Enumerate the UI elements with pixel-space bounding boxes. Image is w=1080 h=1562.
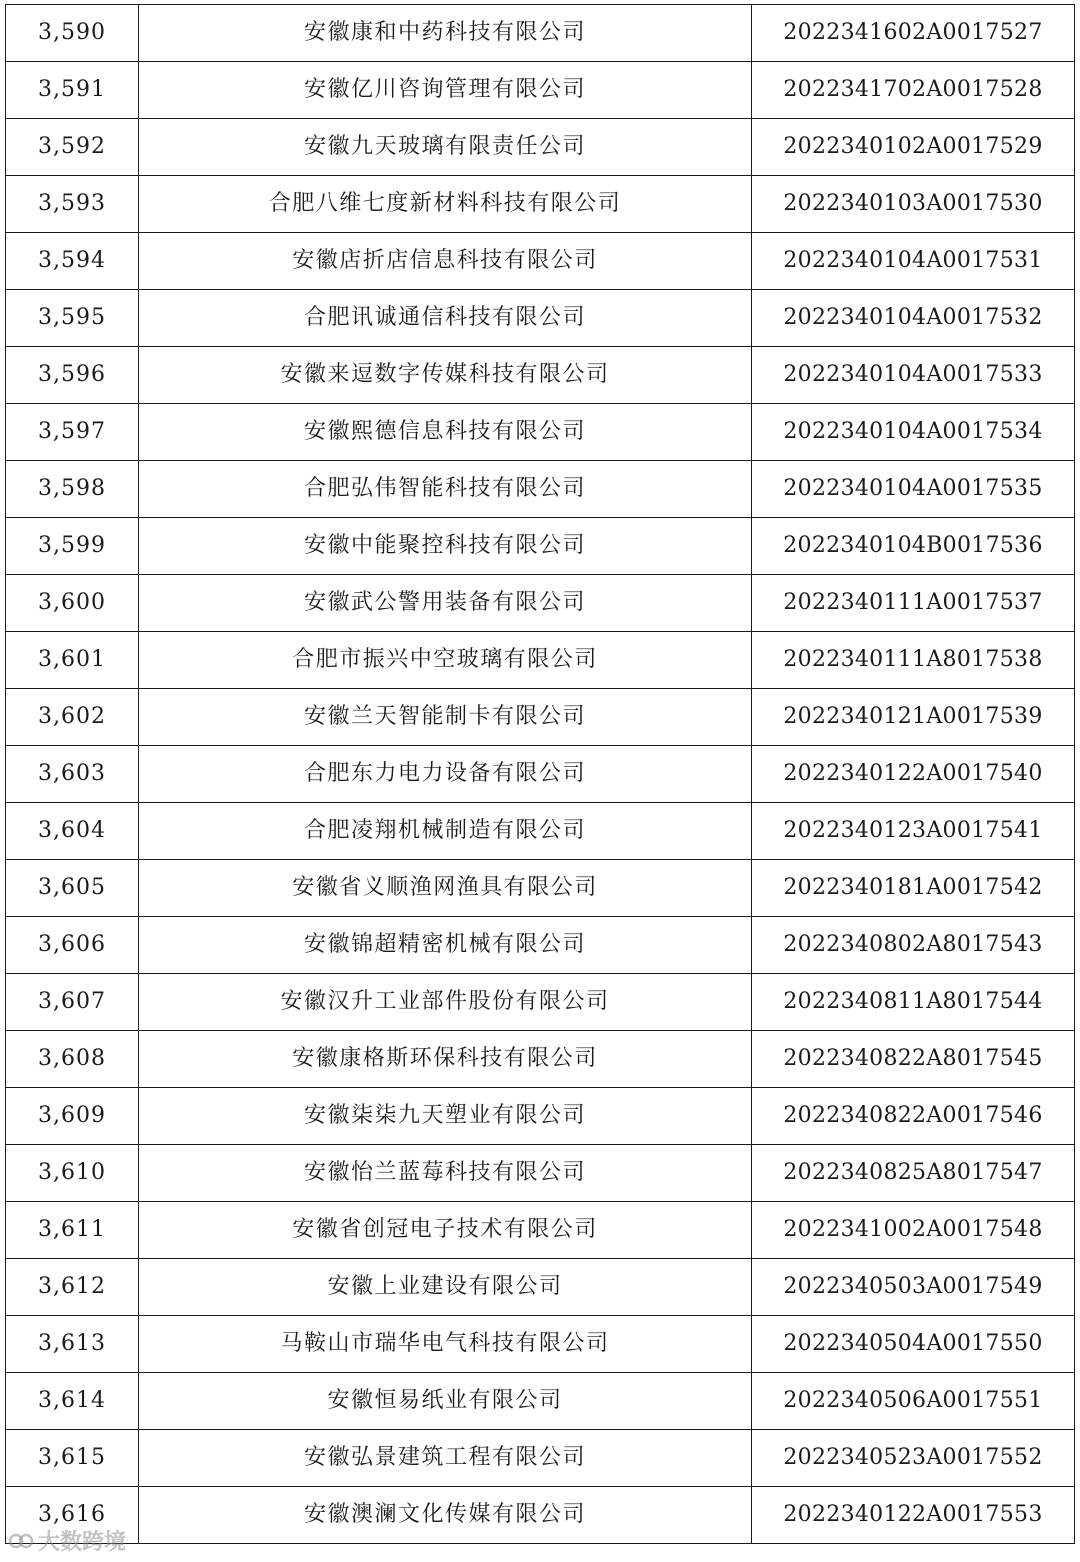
- company-name-cell: 合肥弘伟智能科技有限公司: [139, 461, 752, 518]
- table-row: [6, 290, 1075, 347]
- registration-code-cell: 2022340111A8017538: [752, 632, 1075, 689]
- company-name-cell: 安徽省义顺渔网渔具有限公司: [139, 860, 752, 917]
- company-name-cell: 安徽店折店信息科技有限公司: [139, 233, 752, 290]
- watermark-text: 大数跨境: [38, 1530, 127, 1555]
- row-number-cell: 3,604: [6, 803, 139, 860]
- registration-code-cell: 2022340104A0017533: [752, 347, 1075, 404]
- table-row: [6, 1373, 1075, 1430]
- row-number-cell: 3,594: [6, 233, 139, 290]
- row-number-cell: 3,614: [6, 1373, 139, 1430]
- registration-code-cell: 2022341702A0017528: [752, 62, 1075, 119]
- table-row: [6, 62, 1075, 119]
- table-row: [6, 5, 1075, 62]
- table-row: [6, 1031, 1075, 1088]
- company-name-cell: 合肥八维七度新材料科技有限公司: [139, 176, 752, 233]
- company-name-cell: 安徽康和中药科技有限公司: [139, 5, 752, 62]
- registration-code-cell: 2022340104A0017531: [752, 233, 1075, 290]
- registration-code-cell: 2022340181A0017542: [752, 860, 1075, 917]
- table-row: [6, 575, 1075, 632]
- row-number-cell: 3,593: [6, 176, 139, 233]
- row-number-cell: 3,616: [6, 1487, 139, 1544]
- row-number-cell: 3,590: [6, 5, 139, 62]
- row-number-cell: 3,600: [6, 575, 139, 632]
- registration-code-cell: 2022340104A0017535: [752, 461, 1075, 518]
- table-row: [6, 689, 1075, 746]
- registration-code-cell: 2022340504A0017550: [752, 1316, 1075, 1373]
- registration-code-cell: 2022340122A0017553: [752, 1487, 1075, 1544]
- table-row: [6, 974, 1075, 1031]
- table-row: [6, 347, 1075, 404]
- table-row: [6, 803, 1075, 860]
- table-row: [6, 860, 1075, 917]
- row-number-cell: 3,598: [6, 461, 139, 518]
- table-row: [6, 746, 1075, 803]
- table-row: [6, 1202, 1075, 1259]
- registration-code-cell: 2022340111A0017537: [752, 575, 1075, 632]
- table-row: [6, 1316, 1075, 1373]
- company-name-cell: 合肥凌翔机械制造有限公司: [139, 803, 752, 860]
- company-name-cell: 安徽上业建设有限公司: [139, 1259, 752, 1316]
- row-number-cell: 3,606: [6, 917, 139, 974]
- row-number-cell: 3,610: [6, 1145, 139, 1202]
- company-name-cell: 安徽柒柒九天塑业有限公司: [139, 1088, 752, 1145]
- company-name-cell: 合肥东力电力设备有限公司: [139, 746, 752, 803]
- company-name-cell: 安徽康格斯环保科技有限公司: [139, 1031, 752, 1088]
- company-name-cell: 安徽来逗数字传媒科技有限公司: [139, 347, 752, 404]
- row-number-cell: 3,595: [6, 290, 139, 347]
- registration-code-cell: 2022340523A0017552: [752, 1430, 1075, 1487]
- row-number-cell: 3,607: [6, 974, 139, 1031]
- table-row: [6, 917, 1075, 974]
- company-name-cell: 安徽弘景建筑工程有限公司: [139, 1430, 752, 1487]
- company-name-cell: 安徽锦超精密机械有限公司: [139, 917, 752, 974]
- company-name-cell: 安徽汉升工业部件股份有限公司: [139, 974, 752, 1031]
- row-number-cell: 3,605: [6, 860, 139, 917]
- registration-code-cell: 2022340822A0017546: [752, 1088, 1075, 1145]
- table-row: [6, 632, 1075, 689]
- table-body: [6, 5, 1075, 1544]
- row-number-cell: 3,596: [6, 347, 139, 404]
- row-number-cell: 3,591: [6, 62, 139, 119]
- row-number-cell: 3,602: [6, 689, 139, 746]
- company-name-cell: 安徽澳澜文化传媒有限公司: [139, 1487, 752, 1544]
- registration-code-cell: 2022340822A8017545: [752, 1031, 1075, 1088]
- company-name-cell: 合肥市振兴中空玻璃有限公司: [139, 632, 752, 689]
- registration-code-cell: 2022340104B0017536: [752, 518, 1075, 575]
- table-row: [6, 1259, 1075, 1316]
- company-name-cell: 安徽恒易纸业有限公司: [139, 1373, 752, 1430]
- company-name-cell: 合肥讯诚通信科技有限公司: [139, 290, 752, 347]
- table-row: [6, 461, 1075, 518]
- registration-code-cell: 2022340825A8017547: [752, 1145, 1075, 1202]
- table-row: [6, 1430, 1075, 1487]
- registration-code-cell: 2022340103A0017530: [752, 176, 1075, 233]
- enterprise-registry-table: [5, 4, 1075, 1544]
- row-number-cell: 3,612: [6, 1259, 139, 1316]
- row-number-cell: 3,611: [6, 1202, 139, 1259]
- row-number-cell: 3,599: [6, 518, 139, 575]
- company-name-cell: 安徽武公警用装备有限公司: [139, 575, 752, 632]
- row-number-cell: 3,608: [6, 1031, 139, 1088]
- company-name-cell: 安徽兰天智能制卡有限公司: [139, 689, 752, 746]
- table-row: [6, 1088, 1075, 1145]
- table-row: [6, 1145, 1075, 1202]
- table-row: [6, 176, 1075, 233]
- registration-code-cell: 2022340802A8017543: [752, 917, 1075, 974]
- registration-code-cell: 2022340104A0017534: [752, 404, 1075, 461]
- table-row: [6, 1487, 1075, 1544]
- company-name-cell: 安徽熙德信息科技有限公司: [139, 404, 752, 461]
- table-row: [6, 404, 1075, 461]
- registration-code-cell: 2022340123A0017541: [752, 803, 1075, 860]
- row-number-cell: 3,592: [6, 119, 139, 176]
- company-name-cell: 安徽怡兰蓝莓科技有限公司: [139, 1145, 752, 1202]
- registration-code-cell: 2022340122A0017540: [752, 746, 1075, 803]
- table-row: [6, 119, 1075, 176]
- registration-code-cell: 2022340102A0017529: [752, 119, 1075, 176]
- registration-code-cell: 2022340104A0017532: [752, 290, 1075, 347]
- row-number-cell: 3,615: [6, 1430, 139, 1487]
- row-number-cell: 3,613: [6, 1316, 139, 1373]
- row-number-cell: 3,609: [6, 1088, 139, 1145]
- registration-code-cell: 2022340811A8017544: [752, 974, 1075, 1031]
- registration-code-cell: 2022340506A0017551: [752, 1373, 1075, 1430]
- company-name-cell: 安徽亿川咨询管理有限公司: [139, 62, 752, 119]
- company-name-cell: 安徽中能聚控科技有限公司: [139, 518, 752, 575]
- registration-code-cell: 2022341602A0017527: [752, 5, 1075, 62]
- company-name-cell: 马鞍山市瑞华电气科技有限公司: [139, 1316, 752, 1373]
- table-row: [6, 233, 1075, 290]
- company-name-cell: 安徽省创冠电子技术有限公司: [139, 1202, 752, 1259]
- registration-code-cell: 2022341002A0017548: [752, 1202, 1075, 1259]
- row-number-cell: 3,601: [6, 632, 139, 689]
- row-number-cell: 3,603: [6, 746, 139, 803]
- row-number-cell: 3,597: [6, 404, 139, 461]
- company-name-cell: 安徽九天玻璃有限责任公司: [139, 119, 752, 176]
- registration-code-cell: 2022340121A0017539: [752, 689, 1075, 746]
- registration-code-cell: 2022340503A0017549: [752, 1259, 1075, 1316]
- table-row: [6, 518, 1075, 575]
